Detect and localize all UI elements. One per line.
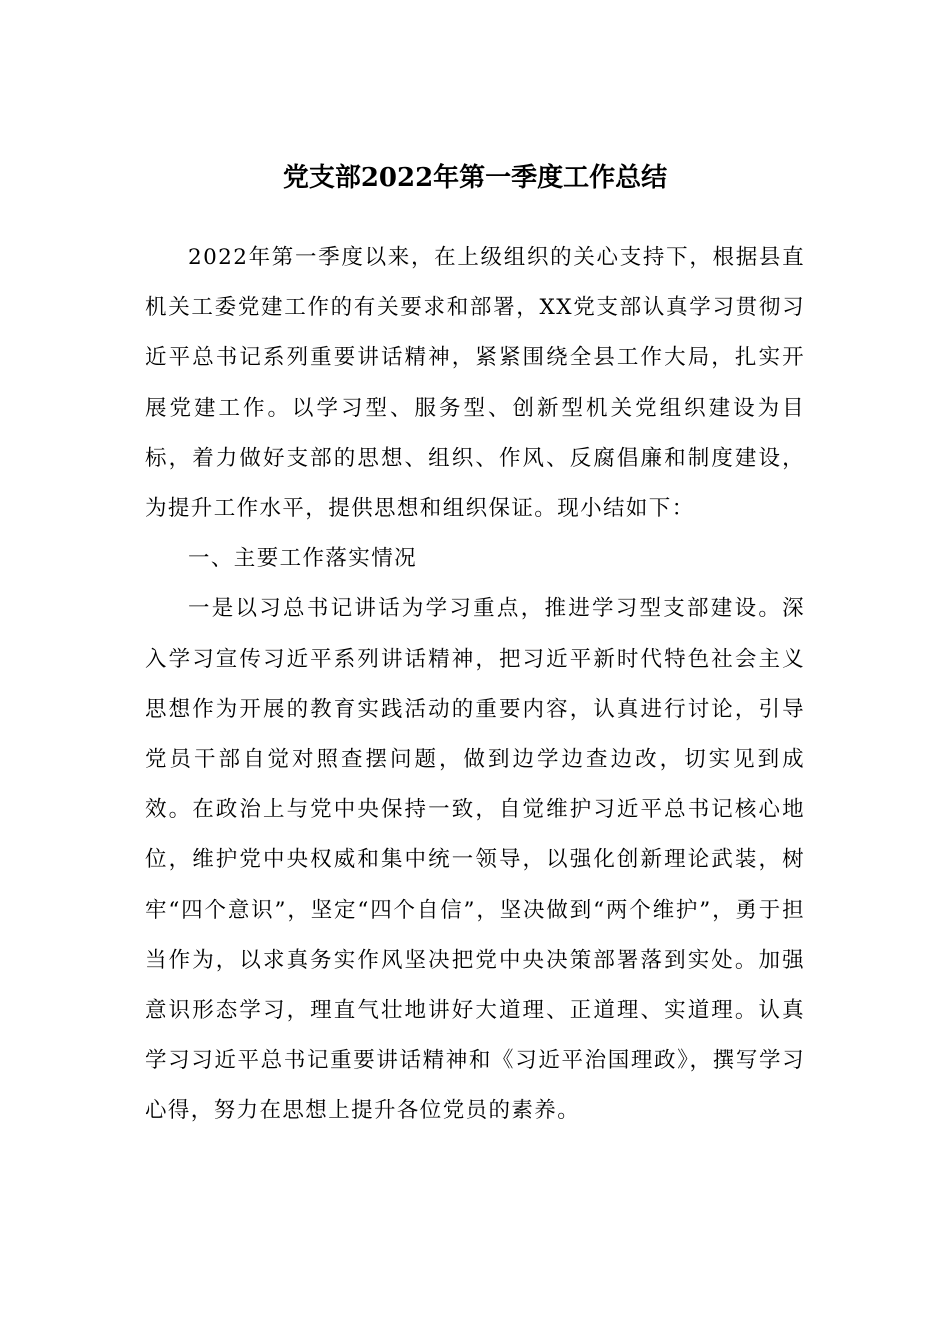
document-title: 党支部2022年第一季度工作总结	[282, 163, 668, 193]
intro-paragraph: 2022年第一季度以来，在上级组织的关心支持下，根据县直机关工委党建工作的有关要求和部署，XX党支部认真学习贯彻习近平总书记系列重要讲话精神，紧紧围绕全县工作大局，扎实开展党建工作。以学习型、服务型、创新型机关党组织建设为目标，着力做好支部的思想、组织、作风、反腐倡廉和制度建设，为提升工作水平，提供思想和组织保证。现小结如下：	[145, 245, 805, 522]
document-body	[145, 233, 805, 1137]
body-paragraph: 一是以习总书记讲话为学习重点，推进学习型支部建设。深入学习宣传习近平系列讲话精神，把习近平新时代特色社会主义思想作为开展的教育实践活动的重要内容，认真进行讨论，引导党员干部自觉对照查摆问题，做到边学边查边改，切实见到成效。在政治上与党中央保持一致，自觉维护习近平总书记核心地位，维护党中央权威和集中统一领导，以强化创新理论武装，树牢“四个意识”，坚定“四个自信”，坚决做到“两个维护”，勇于担当作为，以求真务实作风坚决把党中央决策部署落到实处。加强意识形态学习，理直气壮地讲好大道理、正道理、实道理。认真学习习近平总书记重要讲话精神和《习近平治国理政》，撰写学习心得，努力在思想上提升各位党员的素养。	[145, 596, 805, 1124]
section-heading: 一、主要工作落实情况	[188, 546, 418, 572]
